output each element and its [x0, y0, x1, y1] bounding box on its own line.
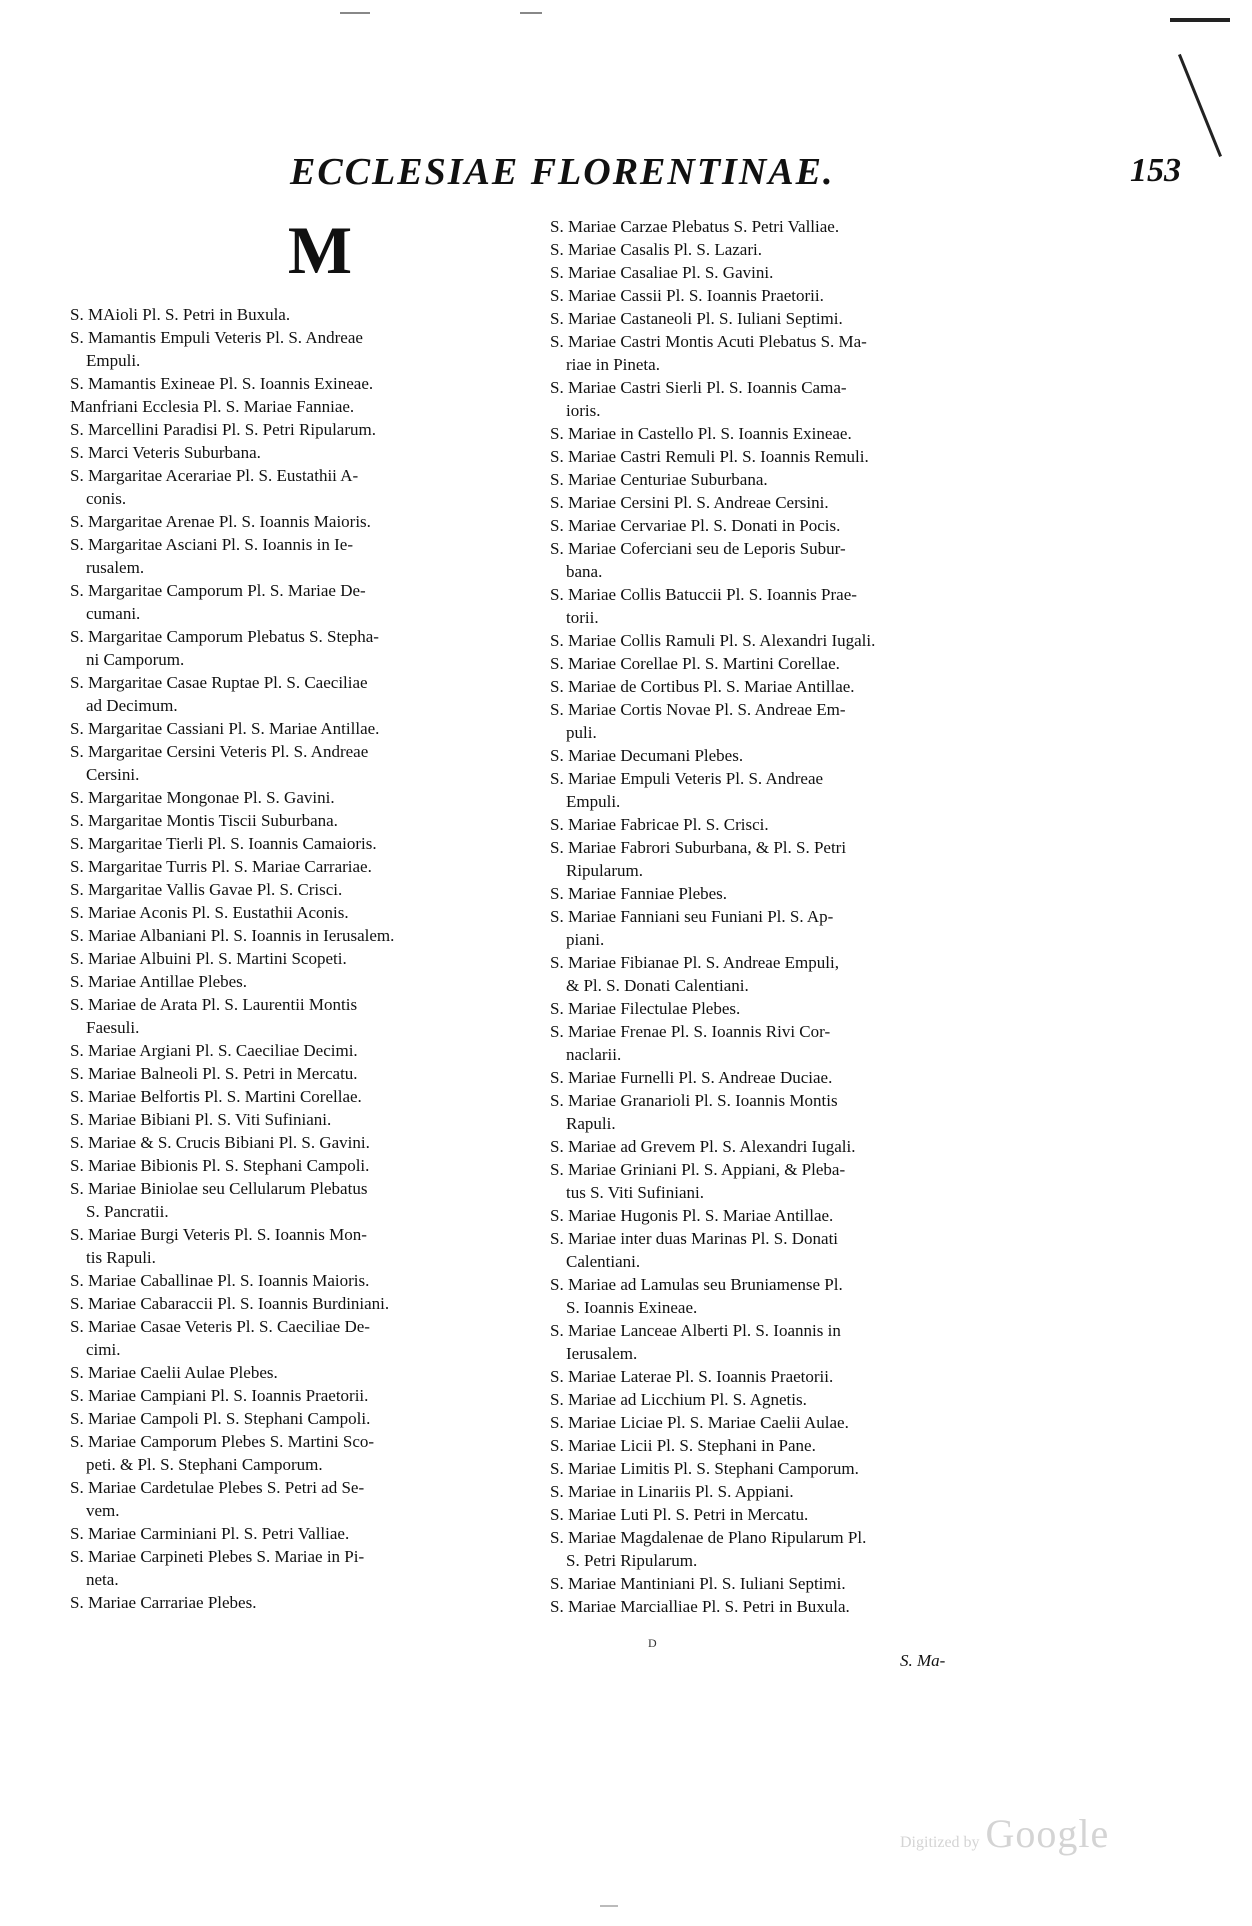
left-entries	[70, 303, 530, 1614]
index-entry	[550, 491, 1005, 514]
entry-line: S. Mariae Carminiani Pl. S. Petri Valliae.	[70, 1524, 350, 1543]
entry-continuation: naclarii.	[566, 1045, 622, 1064]
entry-continuation: cimi.	[86, 1340, 121, 1359]
entry-line: S. Mariae Burgi Veteris Pl. S. Ioannis Mon-	[70, 1225, 367, 1244]
index-entry	[70, 1292, 530, 1315]
entry-line: S. Margaritae Cersini Veteris Pl. S. Andreae	[70, 742, 369, 761]
entry-line: S. Mariae in Castello Pl. S. Ioannis Exineae.	[550, 424, 852, 443]
index-entry	[550, 261, 1005, 284]
index-entry	[550, 652, 1005, 675]
entry-line: S. Mariae Aconis Pl. S. Eustathii Aconis.	[70, 903, 349, 922]
entry-line: S. Margaritae Mongonae Pl. S. Gavini.	[70, 788, 335, 807]
index-entry	[550, 1227, 1005, 1273]
entry-continuation: tus S. Viti Sufiniani.	[566, 1183, 704, 1202]
index-entry	[70, 1522, 530, 1545]
entry-line: S. Mariae Belfortis Pl. S. Martini Corellae.	[70, 1087, 362, 1106]
entry-line: S. Mariae Luti Pl. S. Petri in Mercatu.	[550, 1505, 809, 1524]
index-entry	[70, 970, 530, 993]
entry-line: S. Mamantis Exineae Pl. S. Ioannis Exineae.	[70, 374, 374, 393]
index-entry	[550, 1411, 1005, 1434]
index-entry	[550, 537, 1005, 583]
entry-continuation: cumani.	[86, 604, 141, 623]
entry-line: S. Mariae Cassii Pl. S. Ioannis Praetorii.	[550, 286, 824, 305]
running-title: ECCLESIAE FLORENTINAE.	[290, 151, 835, 193]
index-entry	[70, 993, 530, 1039]
index-entry	[70, 395, 530, 418]
index-entry	[550, 1365, 1005, 1388]
index-entry	[70, 832, 530, 855]
index-entry	[550, 1319, 1005, 1365]
index-entry	[550, 1572, 1005, 1595]
entry-line: S. Mariae Antillae Plebes.	[70, 972, 248, 991]
entry-line: S. Mariae ad Lamulas seu Bruniamense Pl.	[550, 1275, 843, 1294]
index-entry	[550, 951, 1005, 997]
index-entry	[70, 786, 530, 809]
index-entry	[70, 1315, 530, 1361]
entry-line: S. Mariae Albuini Pl. S. Martini Scopeti.	[70, 949, 347, 968]
index-entry	[70, 441, 530, 464]
entry-line: S. Mariae Centuriae Suburbana.	[550, 470, 768, 489]
index-entry	[70, 671, 530, 717]
entry-line: S. Mariae Furnelli Pl. S. Andreae Duciae.	[550, 1068, 833, 1087]
entry-line: S. Mariae Cervariae Pl. S. Donati in Pocis.	[550, 516, 841, 535]
entry-line: S. Mariae Castri Sierli Pl. S. Ioannis Cama-	[550, 378, 847, 397]
index-entry	[70, 510, 530, 533]
entry-line: S. Mariae Laterae Pl. S. Ioannis Praetorii.	[550, 1367, 834, 1386]
index-entry	[550, 698, 1005, 744]
right-column	[550, 215, 1005, 1618]
entry-line: S. MAioli Pl. S. Petri in Buxula.	[70, 305, 291, 324]
entry-continuation: vem.	[86, 1501, 120, 1520]
index-entry	[550, 215, 1005, 238]
entry-line: S. Mariae Caelii Aulae Plebes.	[70, 1363, 278, 1382]
entry-line: S. Mariae Cortis Novae Pl. S. Andreae Em-	[550, 700, 846, 719]
entry-line: S. Mariae Frenae Pl. S. Ioannis Rivi Cor-	[550, 1022, 831, 1041]
entry-line: S. Mariae Filectulae Plebes.	[550, 999, 741, 1018]
entry-line: S. Mariae Argiani Pl. S. Caeciliae Decimi.	[70, 1041, 358, 1060]
entry-line: S. Mariae Licii Pl. S. Stephani in Pane.	[550, 1436, 816, 1455]
entry-line: S. Mariae & S. Crucis Bibiani Pl. S. Gavini.	[70, 1133, 370, 1152]
entry-line: S. Margaritae Tierli Pl. S. Ioannis Camaioris.	[70, 834, 377, 853]
index-entry	[550, 468, 1005, 491]
index-entry	[550, 836, 1005, 882]
index-entry	[550, 1135, 1005, 1158]
entry-line: S. Mariae Marcialliae Pl. S. Petri in Buxula.	[550, 1597, 850, 1616]
entry-line: S. Margaritae Casae Ruptae Pl. S. Caeciliae	[70, 673, 368, 692]
index-entry	[70, 717, 530, 740]
entry-line: S. Mamantis Empuli Veteris Pl. S. Andreae	[70, 328, 363, 347]
entry-continuation: peti. & Pl. S. Stephani Camporum.	[86, 1455, 323, 1474]
index-entry	[70, 1062, 530, 1085]
scan-edge-mark	[1178, 54, 1222, 157]
index-entry	[70, 303, 530, 326]
index-entry	[70, 740, 530, 786]
entry-continuation: piani.	[566, 930, 605, 949]
entry-continuation: riae in Pineta.	[566, 355, 660, 374]
entry-line: S. Mariae Balneoli Pl. S. Petri in Mercatu.	[70, 1064, 358, 1083]
entry-line: S. Mariae Granarioli Pl. S. Ioannis Montis	[550, 1091, 838, 1110]
entry-line: S. Mariae Magdalenae de Plano Ripularum Pl.	[550, 1528, 867, 1547]
entry-line: S. Mariae Castaneoli Pl. S. Iuliani Septimi.	[550, 309, 843, 328]
scan-mark	[520, 12, 542, 14]
index-entry	[550, 1457, 1005, 1480]
entry-line: S. Mariae Castri Montis Acuti Plebatus S. Ma-	[550, 332, 867, 351]
index-entry	[70, 1591, 530, 1614]
entry-line: S. Mariae Castri Remuli Pl. S. Ioannis Remuli.	[550, 447, 869, 466]
index-entry	[550, 1089, 1005, 1135]
index-entry	[70, 1361, 530, 1384]
entry-line: S. Margaritae Cassiani Pl. S. Mariae Antillae.	[70, 719, 380, 738]
index-entry	[550, 905, 1005, 951]
entry-continuation: neta.	[86, 1570, 119, 1589]
section-letter: M	[287, 212, 353, 288]
index-entry	[550, 1066, 1005, 1089]
index-entry	[70, 901, 530, 924]
entry-line: S. Marcellini Paradisi Pl. S. Petri Ripularum.	[70, 420, 376, 439]
index-entry	[70, 1476, 530, 1522]
entry-line: S. Mariae Cersini Pl. S. Andreae Cersini.	[550, 493, 829, 512]
index-entry	[550, 376, 1005, 422]
index-entry	[550, 1480, 1005, 1503]
index-entry	[70, 1039, 530, 1062]
entry-continuation: rusalem.	[86, 558, 145, 577]
entry-line: S. Margaritae Turris Pl. S. Mariae Carrariae.	[70, 857, 372, 876]
entry-line: S. Mariae Fanniani seu Funiani Pl. S. Ap-	[550, 907, 834, 926]
entry-line: S. Mariae Camporum Plebes S. Martini Sco-	[70, 1432, 375, 1451]
entry-continuation: Empuli.	[566, 792, 621, 811]
entry-continuation: Faesuli.	[86, 1018, 140, 1037]
index-entry	[550, 238, 1005, 261]
index-entry	[550, 307, 1005, 330]
index-entry	[550, 629, 1005, 652]
index-entry	[550, 330, 1005, 376]
entry-line: S. Mariae Campoli Pl. S. Stephani Campoli.	[70, 1409, 371, 1428]
index-entry	[550, 514, 1005, 537]
index-entry	[550, 1595, 1005, 1618]
index-entry	[550, 1158, 1005, 1204]
index-entry	[550, 767, 1005, 813]
index-entry	[550, 1020, 1005, 1066]
entry-line: S. Mariae Empuli Veteris Pl. S. Andreae	[550, 769, 824, 788]
entry-continuation: Calentiani.	[566, 1252, 641, 1271]
entry-line: S. Mariae Cabaraccii Pl. S. Ioannis Burdiniani.	[70, 1294, 390, 1313]
entry-line: S. Mariae Lanceae Alberti Pl. S. Ioannis in	[550, 1321, 841, 1340]
entry-line: S. Mariae ad Licchium Pl. S. Agnetis.	[550, 1390, 807, 1409]
index-entry	[70, 1154, 530, 1177]
entry-continuation: Ripularum.	[566, 861, 643, 880]
index-entry	[550, 997, 1005, 1020]
entry-continuation: ioris.	[566, 401, 601, 420]
index-entry	[70, 464, 530, 510]
entry-continuation: ni Camporum.	[86, 650, 185, 669]
entry-line: S. Mariae Liciae Pl. S. Mariae Caelii Aulae.	[550, 1413, 849, 1432]
entry-line: S. Mariae Casalis Pl. S. Lazari.	[550, 240, 762, 259]
index-entry	[550, 1273, 1005, 1319]
entry-line: S. Mariae Collis Batuccii Pl. S. Ioannis Prae-	[550, 585, 857, 604]
entry-continuation: S. Petri Ripularum.	[566, 1551, 698, 1570]
right-entries	[550, 215, 1005, 1618]
entry-continuation: S. Pancratii.	[86, 1202, 169, 1221]
index-entry	[70, 947, 530, 970]
entry-line: S. Mariae Collis Ramuli Pl. S. Alexandri Iugali.	[550, 631, 876, 650]
entry-line: S. Mariae Albaniani Pl. S. Ioannis in Ierusalem.	[70, 926, 395, 945]
entry-continuation: puli.	[566, 723, 597, 742]
index-entry	[550, 284, 1005, 307]
index-entry	[70, 1223, 530, 1269]
entry-line: S. Mariae Bibiani Pl. S. Viti Sufiniani.	[70, 1110, 332, 1129]
index-entry	[70, 809, 530, 832]
watermark-logo: Google	[985, 1811, 1110, 1856]
entry-line: S. Mariae de Arata Pl. S. Laurentii Montis	[70, 995, 358, 1014]
entry-line: S. Mariae Carrariae Plebes.	[70, 1593, 257, 1612]
entry-line: S. Mariae inter duas Marinas Pl. S. Donati	[550, 1229, 839, 1248]
entry-continuation: Ierusalem.	[566, 1344, 638, 1363]
index-entry	[550, 744, 1005, 767]
index-entry	[70, 1407, 530, 1430]
entry-line: S. Mariae de Cortibus Pl. S. Mariae Antillae.	[550, 677, 855, 696]
index-entry	[70, 1384, 530, 1407]
entry-line: S. Mariae Caballinae Pl. S. Ioannis Maioris.	[70, 1271, 370, 1290]
entry-continuation: ad Decimum.	[86, 696, 178, 715]
entry-line: S. Mariae Casae Veteris Pl. S. Caeciliae De-	[70, 1317, 370, 1336]
index-entry	[70, 1131, 530, 1154]
digitized-watermark	[900, 1810, 1109, 1857]
scan-mark	[1170, 18, 1230, 22]
entry-line: S. Mariae Casaliae Pl. S. Gavini.	[550, 263, 774, 282]
scan-mark	[340, 12, 370, 14]
scan-mark	[600, 1905, 618, 1907]
entry-line: S. Margaritae Camporum Plebatus S. Stepha-	[70, 627, 379, 646]
entry-continuation: Empuli.	[86, 351, 141, 370]
index-entry	[550, 1526, 1005, 1572]
index-entry	[70, 924, 530, 947]
index-entry	[550, 1204, 1005, 1227]
entry-line: S. Mariae Fanniae Plebes.	[550, 884, 728, 903]
entry-line: S. Mariae Carpineti Plebes S. Mariae in Pi-	[70, 1547, 365, 1566]
entry-line: S. Mariae Limitis Pl. S. Stephani Camporum.	[550, 1459, 859, 1478]
entry-continuation: conis.	[86, 489, 127, 508]
index-entry	[550, 813, 1005, 836]
left-column	[70, 212, 530, 1614]
entry-continuation: torii.	[566, 608, 599, 627]
entry-line: S. Mariae Griniani Pl. S. Appiani, & Pleba-	[550, 1160, 846, 1179]
entry-line: S. Mariae Coferciani seu de Leporis Subur-	[550, 539, 846, 558]
entry-line: S. Margaritae Acerariae Pl. S. Eustathii A-	[70, 466, 359, 485]
entry-line: S. Mariae Campiani Pl. S. Ioannis Praetorii.	[70, 1386, 369, 1405]
index-entry	[550, 445, 1005, 468]
index-entry	[550, 882, 1005, 905]
index-entry	[70, 533, 530, 579]
index-entry	[550, 1503, 1005, 1526]
entry-line: S. Margaritae Montis Tiscii Suburbana.	[70, 811, 338, 830]
catchword: S. Ma-	[900, 1651, 946, 1670]
index-entry	[70, 418, 530, 441]
index-entry	[70, 1430, 530, 1476]
entry-continuation: Cersini.	[86, 765, 140, 784]
entry-line: S. Mariae Cardetulae Plebes S. Petri ad Se-	[70, 1478, 365, 1497]
index-entry	[550, 422, 1005, 445]
entry-continuation: & Pl. S. Donati Calentiani.	[566, 976, 749, 995]
index-entry	[550, 1434, 1005, 1457]
index-entry	[70, 855, 530, 878]
entry-line: S. Mariae Corellae Pl. S. Martini Corellae.	[550, 654, 840, 673]
entry-line: S. Margaritae Arenae Pl. S. Ioannis Maioris.	[70, 512, 371, 531]
watermark-small: Digitized by	[900, 1834, 980, 1851]
entry-line: S. Mariae Hugonis Pl. S. Mariae Antillae.	[550, 1206, 834, 1225]
index-entry	[70, 1108, 530, 1131]
entry-line: S. Mariae Carzae Plebatus S. Petri Valliae.	[550, 217, 840, 236]
index-entry	[550, 1388, 1005, 1411]
index-entry	[70, 372, 530, 395]
entry-line: S. Mariae ad Grevem Pl. S. Alexandri Iugali.	[550, 1137, 856, 1156]
index-entry	[70, 1545, 530, 1591]
entry-line: S. Mariae Biniolae seu Cellularum Plebatus	[70, 1179, 368, 1198]
entry-line: S. Mariae Mantiniani Pl. S. Iuliani Septimi.	[550, 1574, 846, 1593]
index-entry	[70, 1269, 530, 1292]
index-entry	[70, 579, 530, 625]
entry-line: S. Margaritae Vallis Gavae Pl. S. Crisci.	[70, 880, 343, 899]
entry-line: S. Margaritae Asciani Pl. S. Ioannis in Ie-	[70, 535, 353, 554]
page-number: 153	[1130, 152, 1181, 189]
index-entry	[550, 583, 1005, 629]
entry-line: Manfriani Ecclesia Pl. S. Mariae Fanniae.	[70, 397, 355, 416]
index-entry	[70, 625, 530, 671]
index-entry	[70, 1085, 530, 1108]
entry-continuation: tis Rapuli.	[86, 1248, 156, 1267]
entry-continuation: bana.	[566, 562, 603, 581]
entry-line: S. Mariae Decumani Plebes.	[550, 746, 744, 765]
index-entry	[550, 675, 1005, 698]
index-entry	[70, 878, 530, 901]
entry-line: S. Mariae Fabrori Suburbana, & Pl. S. Petri	[550, 838, 847, 857]
index-entry	[70, 1177, 530, 1223]
entry-line: S. Mariae Fabricae Pl. S. Crisci.	[550, 815, 769, 834]
entry-line: S. Mariae Fibianae Pl. S. Andreae Empuli,	[550, 953, 839, 972]
entry-continuation: S. Ioannis Exineae.	[566, 1298, 698, 1317]
entry-line: S. Mariae in Linariis Pl. S. Appiani.	[550, 1482, 794, 1501]
entry-line: S. Margaritae Camporum Pl. S. Mariae De-	[70, 581, 366, 600]
entry-continuation: Rapuli.	[566, 1114, 616, 1133]
index-entry	[70, 326, 530, 372]
signature-mark: D	[648, 1636, 657, 1650]
entry-line: S. Marci Veteris Suburbana.	[70, 443, 261, 462]
entry-line: S. Mariae Bibionis Pl. S. Stephani Campoli.	[70, 1156, 370, 1175]
